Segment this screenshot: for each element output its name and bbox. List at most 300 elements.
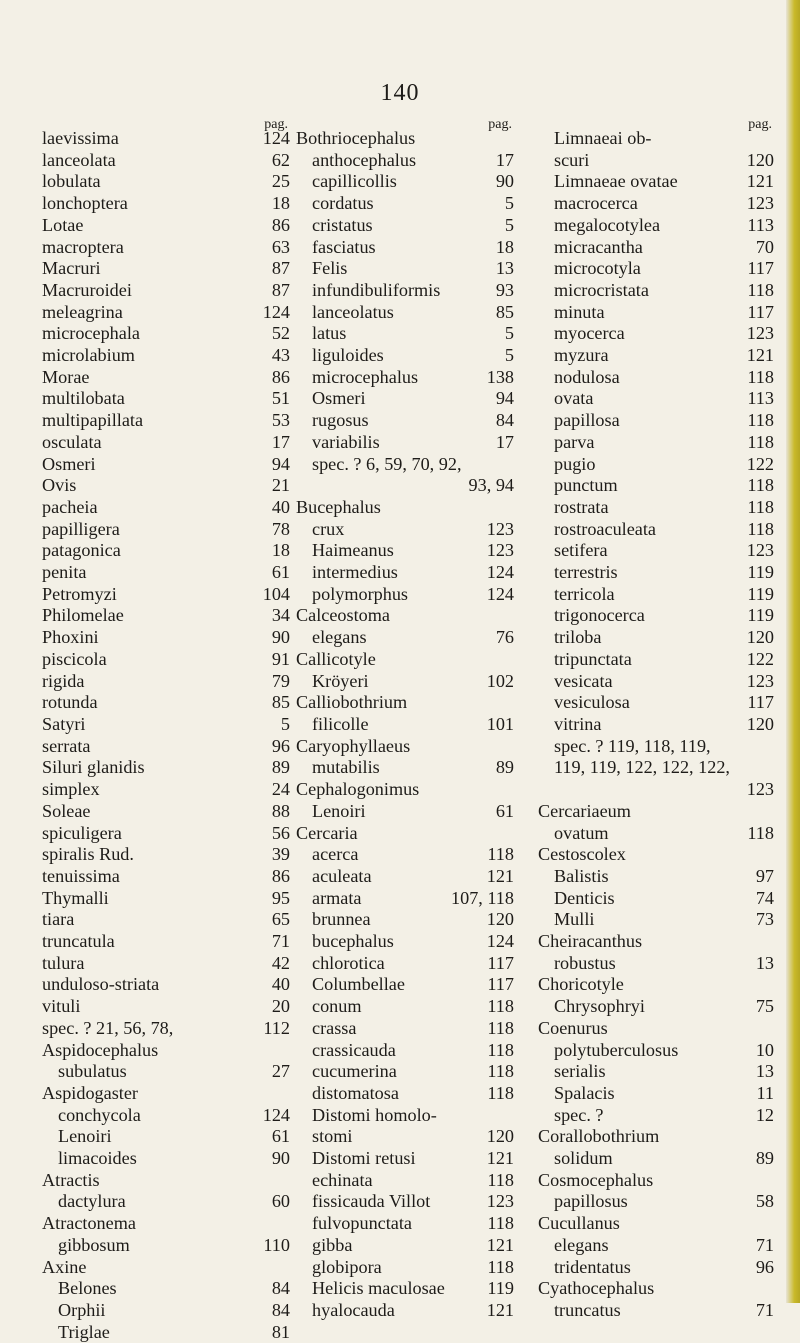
entry-page-number: 121: [486, 1234, 514, 1255]
page-number: 140: [380, 80, 420, 106]
entry-page-number: 124: [486, 931, 514, 952]
entry-page-number: 123: [746, 323, 774, 344]
index-entry: [296, 150, 514, 172]
entry-page-number: 12: [755, 1104, 774, 1125]
entry-term: macrocerca: [554, 193, 638, 214]
index-entry: [538, 237, 774, 259]
entry-page-number: 90: [495, 171, 514, 192]
entry-term: microlabium: [42, 345, 135, 366]
entry-page-number: 17: [271, 431, 290, 452]
entry-page-number: 39: [271, 844, 290, 865]
entry-term: parva: [554, 431, 595, 452]
entry-term: 123: [746, 779, 774, 800]
entry-page-number: 123: [746, 540, 774, 561]
index-entry: [42, 584, 290, 606]
index-entry: [296, 171, 514, 193]
entry-term: punctum: [554, 475, 618, 496]
index-entry: [42, 497, 290, 519]
entry-page-number: 117: [747, 301, 774, 322]
index-entry: [538, 1257, 774, 1279]
entry-term: scuri: [554, 149, 590, 170]
entry-term: ovata: [554, 388, 594, 409]
entry-page-number: 124: [486, 583, 514, 604]
entry-page-number: 118: [487, 844, 514, 865]
entry-page-number: 94: [495, 388, 514, 409]
index-heading: [42, 1083, 290, 1105]
entry-term: stomi: [312, 1126, 353, 1147]
index-entry: [538, 888, 774, 910]
entry-term: meleagrina: [42, 301, 123, 322]
index-entry: [42, 866, 290, 888]
entry-page-number: 112: [263, 1017, 290, 1038]
index-heading: [296, 497, 514, 519]
entry-term: tenuissima: [42, 865, 120, 886]
entry-page-number: 13: [755, 1061, 774, 1082]
index-heading: [296, 649, 514, 671]
entry-page-number: 95: [271, 887, 290, 908]
entry-page-number: 18: [271, 193, 290, 214]
index-entry: [42, 953, 290, 975]
entry-page-number: 58: [755, 1191, 774, 1212]
index-entry: [538, 1061, 774, 1083]
entry-term: vituli: [42, 996, 81, 1017]
entry-term: Cheiracanthus: [538, 931, 643, 952]
index-entry: [42, 736, 290, 758]
entry-page-number: 85: [495, 301, 514, 322]
entry-term: Cercariaeum: [538, 800, 631, 821]
entry-page-number: 86: [271, 214, 290, 235]
index-entry: [538, 996, 774, 1018]
entry-page-number: 71: [755, 1299, 774, 1320]
entry-term: armata: [312, 887, 362, 908]
entry-page-number: 5: [504, 193, 514, 214]
entry-page-number: 123: [486, 540, 514, 561]
index-heading: [296, 779, 514, 801]
index-entry: [538, 1105, 774, 1127]
index-entry: [538, 193, 774, 215]
entry-page-number: 123: [746, 670, 774, 691]
entry-page-number: 118: [747, 475, 774, 496]
index-entry: [296, 1126, 514, 1148]
entry-page-number: 20: [271, 996, 290, 1017]
entry-page-number: 61: [495, 800, 514, 821]
entry-page-number: 94: [271, 453, 290, 474]
index-entry: [538, 866, 774, 888]
index-entry: [538, 454, 774, 476]
index-entry: [42, 215, 290, 237]
index-heading: [296, 128, 514, 150]
index-entry: [42, 844, 290, 866]
index-entry: [42, 605, 290, 627]
entry-page-number: 27: [271, 1061, 290, 1082]
entry-term: polytuberculosus: [554, 1039, 679, 1060]
entry-page-number: 117: [487, 952, 514, 973]
entry-term: Bucephalus: [296, 496, 381, 517]
index-entry: [296, 519, 514, 541]
entry-term: Calliobothrium: [296, 692, 408, 713]
entry-page-number: 123: [486, 518, 514, 539]
entry-page-number: 113: [747, 214, 774, 235]
index-entry: [538, 497, 774, 519]
entry-page-number: 119: [747, 562, 774, 583]
index-entry: [296, 1083, 514, 1105]
entry-page-number: 17: [495, 431, 514, 452]
entry-page-number: 113: [747, 388, 774, 409]
entry-page-number: 118: [747, 366, 774, 387]
entry-term: Cucullanus: [538, 1213, 620, 1234]
index-entry: [42, 1018, 290, 1040]
index-entry: [42, 410, 290, 432]
index-entry: [296, 1278, 514, 1300]
entry-term: Limnaeai ob-: [554, 128, 652, 148]
index-entry: [538, 1040, 774, 1062]
index-entry: [538, 150, 774, 172]
entry-term: Bothriocephalus: [296, 128, 416, 148]
entry-term: simplex: [42, 779, 100, 800]
index-entry: [42, 345, 290, 367]
index-entry: [296, 1170, 514, 1192]
entry-term: cucumerina: [312, 1061, 397, 1082]
entry-page-number: 89: [271, 757, 290, 778]
entry-page-number: 90: [271, 627, 290, 648]
column-header-pag: pag.: [748, 117, 772, 132]
index-heading: [42, 1257, 290, 1279]
index-entry: [42, 150, 290, 172]
entry-page-number: 121: [486, 865, 514, 886]
index-entry: [296, 1257, 514, 1279]
entry-page-number: 25: [271, 171, 290, 192]
entry-page-number: 18: [495, 236, 514, 257]
index-entry: [538, 736, 774, 758]
entry-term: spec. ?: [554, 1104, 604, 1125]
index-entry: [538, 388, 774, 410]
entry-page-number: 84: [271, 1278, 290, 1299]
entry-page-number: 71: [755, 1234, 774, 1255]
index-entry: [538, 432, 774, 454]
entry-page-number: 118: [747, 431, 774, 452]
entry-term: patagonica: [42, 540, 121, 561]
index-entry: [42, 996, 290, 1018]
entry-term: infundibuliformis: [312, 279, 441, 300]
entry-page-number: 118: [747, 279, 774, 300]
entry-page-number: 5: [504, 214, 514, 235]
entry-term: distomatosa: [312, 1082, 399, 1103]
entry-page-number: 107, 118: [451, 887, 514, 908]
entry-page-number: 5: [280, 713, 290, 734]
entry-page-number: 119: [747, 583, 774, 604]
column-header-pag: pag.: [264, 117, 288, 132]
index-entry: [42, 1300, 290, 1322]
entry-term: cristatus: [312, 214, 373, 235]
entry-page-number: 121: [746, 171, 774, 192]
entry-term: Atractis: [42, 1169, 100, 1190]
index-entry: [42, 714, 290, 736]
entry-page-number: 40: [271, 974, 290, 995]
entry-term: ovatum: [554, 822, 609, 843]
entry-term: Atractonema: [42, 1213, 136, 1234]
entry-page-number: 120: [746, 713, 774, 734]
index-entry: [42, 1061, 290, 1083]
index-entry: [42, 1191, 290, 1213]
index-entry: [42, 823, 290, 845]
entry-page-number: 63: [271, 236, 290, 257]
index-entry: [42, 237, 290, 259]
entry-term: tulura: [42, 952, 85, 973]
entry-term: polymorphus: [312, 583, 408, 604]
entry-term: terricola: [554, 583, 615, 604]
index-entry: [296, 215, 514, 237]
entry-term: fasciatus: [312, 236, 376, 257]
entry-page-number: 5: [504, 323, 514, 344]
entry-term: spiralis Rud.: [42, 844, 134, 865]
entry-page-number: 121: [746, 345, 774, 366]
entry-page-number: 117: [747, 692, 774, 713]
index-heading: [538, 1213, 774, 1235]
entry-term: elegans: [554, 1234, 609, 1255]
index-entry: [538, 605, 774, 627]
entry-page-number: 90: [271, 1148, 290, 1169]
entry-term: microcephalus: [312, 366, 419, 387]
index-entry: [42, 258, 290, 280]
entry-term: anthocephalus: [312, 149, 417, 170]
page-edge-stain: [786, 0, 800, 1303]
index-entry: [42, 909, 290, 931]
entry-page-number: 87: [271, 258, 290, 279]
entry-page-number: 78: [271, 518, 290, 539]
index-heading: [296, 692, 514, 714]
entry-term: intermedius: [312, 562, 398, 583]
entry-term: latus: [312, 323, 347, 344]
entry-term: Callicotyle: [296, 648, 376, 669]
entry-term: triloba: [554, 627, 602, 648]
entry-term: penita: [42, 562, 87, 583]
index-column-3: [538, 118, 774, 1322]
entry-page-number: 81: [271, 1321, 290, 1342]
index-entry: [296, 1148, 514, 1170]
entry-page-number: 51: [271, 388, 290, 409]
entry-page-number: 52: [271, 323, 290, 344]
entry-page-number: 43: [271, 345, 290, 366]
entry-term: papillosus: [554, 1191, 628, 1212]
entry-term: truncatula: [42, 931, 115, 952]
entry-term: lonchoptera: [42, 193, 128, 214]
entry-term: brunnea: [312, 909, 371, 930]
entry-term: 93, 94: [468, 475, 514, 496]
index-entry: [538, 128, 774, 150]
entry-term: lanceolata: [42, 149, 116, 170]
index-entry: [42, 171, 290, 193]
index-entry: [42, 801, 290, 823]
entry-page-number: 76: [495, 627, 514, 648]
entry-term: laevissima: [42, 128, 119, 148]
entry-page-number: 118: [747, 518, 774, 539]
index-entry: [42, 757, 290, 779]
entry-page-number: 124: [486, 562, 514, 583]
index-entry: [42, 671, 290, 693]
entry-term: Cestoscolex: [538, 844, 626, 865]
entry-term: papilligera: [42, 518, 120, 539]
index-entry: [296, 714, 514, 736]
entry-term: Haimeanus: [312, 540, 394, 561]
entry-term: papillosa: [554, 410, 620, 431]
entry-page-number: 122: [746, 453, 774, 474]
entry-term: myocerca: [554, 323, 625, 344]
index-entry: [296, 562, 514, 584]
entry-term: Mulli: [554, 909, 595, 930]
index-entry: [42, 454, 290, 476]
entry-term: tripunctata: [554, 648, 632, 669]
entry-term: rugosus: [312, 410, 369, 431]
entry-term: Phoxini: [42, 627, 99, 648]
entry-term: gibbosum: [58, 1234, 130, 1255]
entry-page-number: 60: [271, 1191, 290, 1212]
entry-page-number: 79: [271, 670, 290, 691]
index-entry: [42, 1278, 290, 1300]
index-entry: [296, 410, 514, 432]
index-entry: [42, 519, 290, 541]
entry-page-number: 62: [271, 149, 290, 170]
entry-term: megalocotylea: [554, 214, 661, 235]
entry-term: Felis: [312, 258, 348, 279]
entry-term: aculeata: [312, 865, 372, 886]
entry-term: minuta: [554, 301, 605, 322]
entry-page-number: 138: [486, 366, 514, 387]
index-heading: [538, 801, 774, 823]
entry-page-number: 120: [746, 627, 774, 648]
entry-term: myzura: [554, 345, 609, 366]
entry-term: Limnaeae ovatae: [554, 171, 678, 192]
entry-page-number: 123: [486, 1191, 514, 1212]
entry-term: chlorotica: [312, 952, 385, 973]
index-heading: [42, 1040, 290, 1062]
entry-term: robustus: [554, 952, 616, 973]
entry-page-number: 124: [262, 301, 290, 322]
entry-page-number: 118: [747, 822, 774, 843]
entry-term: mutabilis: [312, 757, 380, 778]
index-entry: [538, 323, 774, 345]
entry-page-number: 86: [271, 366, 290, 387]
entry-term: fissicauda Villot: [312, 1191, 431, 1212]
entry-term: Triglae: [58, 1321, 110, 1342]
entry-term: dactylura: [58, 1191, 126, 1212]
entry-page-number: 85: [271, 692, 290, 713]
entry-page-number: 21: [271, 475, 290, 496]
index-entry: [296, 280, 514, 302]
entry-term: pacheia: [42, 496, 98, 517]
entry-page-number: 13: [755, 952, 774, 973]
index-entry: [296, 1105, 514, 1127]
entry-page-number: 97: [755, 865, 774, 886]
index-entry: [42, 562, 290, 584]
entry-term: Soleae: [42, 800, 91, 821]
column-header-pag: pag.: [488, 117, 512, 132]
entry-term: Satyri: [42, 713, 86, 734]
entry-page-number: 91: [271, 648, 290, 669]
entry-term: liguloides: [312, 345, 384, 366]
entry-term: Denticis: [554, 887, 615, 908]
index-entry: [42, 1126, 290, 1148]
entry-term: rigida: [42, 670, 85, 691]
index-entry: [538, 475, 774, 497]
entry-term: Aspidocephalus: [42, 1039, 159, 1060]
entry-term: rotunda: [42, 692, 98, 713]
index-entry: [538, 714, 774, 736]
entry-page-number: 118: [487, 1213, 514, 1234]
entry-term: Distomi retusi: [312, 1148, 416, 1169]
entry-term: hyalocauda: [312, 1299, 395, 1320]
index-entry: [42, 1322, 290, 1343]
entry-term: tiara: [42, 909, 75, 930]
entry-page-number: 34: [271, 605, 290, 626]
entry-term: Kröyeri: [312, 670, 369, 691]
index-entry: [42, 323, 290, 345]
index-entry: [296, 302, 514, 324]
index-heading: [296, 736, 514, 758]
index-entry: [296, 1040, 514, 1062]
entry-page-number: 120: [486, 909, 514, 930]
entry-page-number: 18: [271, 540, 290, 561]
entry-term: Cosmocephalus: [538, 1169, 654, 1190]
index-entry: [538, 171, 774, 193]
index-entry: [538, 692, 774, 714]
entry-term: Lotae: [42, 214, 84, 235]
entry-term: Macruri: [42, 258, 101, 279]
index-entry: [296, 1300, 514, 1322]
index-entry: [538, 562, 774, 584]
index-entry: [296, 974, 514, 996]
entry-term: vitrina: [554, 713, 602, 734]
index-heading: [538, 1126, 774, 1148]
entry-page-number: 17: [495, 149, 514, 170]
entry-term: fulvopunctata: [312, 1213, 412, 1234]
entry-term: Coenurus: [538, 1017, 608, 1038]
index-entry: [296, 1061, 514, 1083]
entry-term: Belones: [58, 1278, 117, 1299]
entry-term: Cyathocephalus: [538, 1278, 655, 1299]
entry-page-number: 13: [495, 258, 514, 279]
index-entry: [296, 584, 514, 606]
index-entry: [296, 888, 514, 910]
entry-term: Morae: [42, 366, 90, 387]
entry-page-number: 119: [747, 605, 774, 626]
index-entry: [296, 953, 514, 975]
index-column-1: [42, 118, 290, 1343]
entry-page-number: 122: [746, 648, 774, 669]
index-entry: [538, 909, 774, 931]
index-entry: [538, 410, 774, 432]
index-entry: [538, 302, 774, 324]
entry-term: filicolle: [312, 713, 369, 734]
index-entry: [296, 671, 514, 693]
entry-page-number: 71: [271, 931, 290, 952]
entry-term: Cephalogonimus: [296, 779, 420, 800]
entry-term: Lenoiri: [312, 800, 366, 821]
entry-term: echinata: [312, 1169, 373, 1190]
index-entry: [538, 1083, 774, 1105]
entry-term: Osmeri: [312, 388, 366, 409]
entry-page-number: 102: [486, 670, 514, 691]
index-entry: [42, 888, 290, 910]
entry-term: rostrata: [554, 496, 609, 517]
index-entry: [42, 540, 290, 562]
entry-page-number: 74: [755, 887, 774, 908]
index-entry: [296, 996, 514, 1018]
entry-term: vesicata: [554, 670, 613, 691]
entry-term: Columbellae: [312, 974, 405, 995]
entry-term: conum: [312, 996, 362, 1017]
entry-term: cordatus: [312, 193, 374, 214]
entry-page-number: 87: [271, 279, 290, 300]
